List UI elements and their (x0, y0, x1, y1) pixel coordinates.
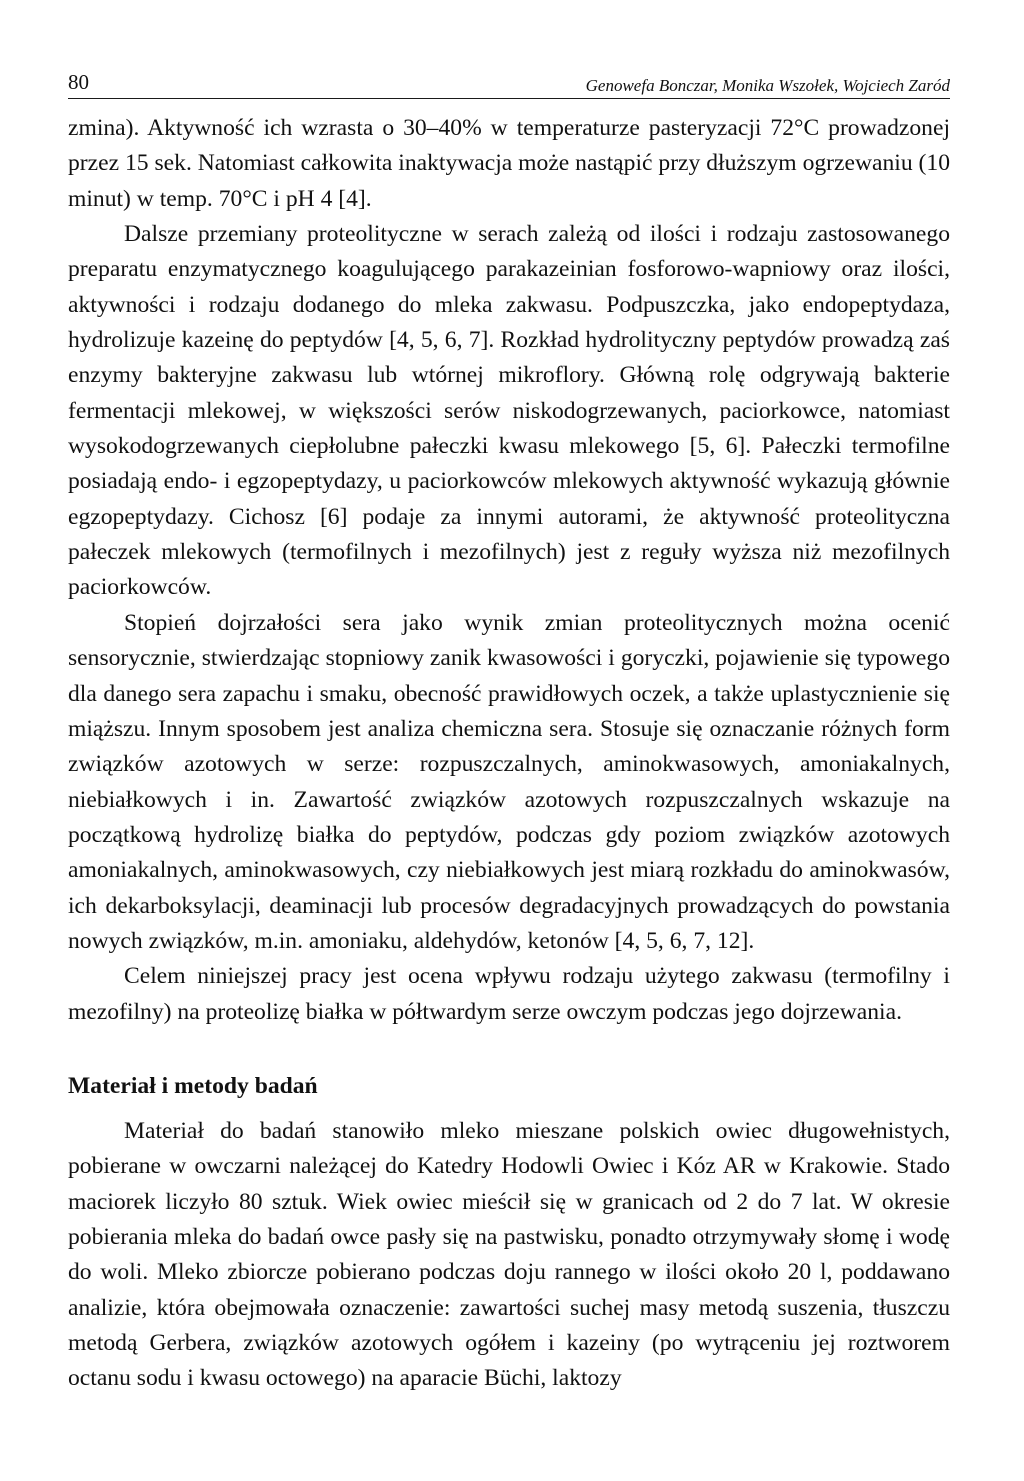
paragraph-ripening: Stopień dojrzałości sera jako wynik zmian proteolitycznych można ocenić sensorycznie, stwierdzając stopniowy zanik kwasowości i goryczki, pojawienie się typowego dla danego sera zapachu i smaku, obecność prawidłowych oczek, a także uplastycznienie się miąższu. Innym sposobem jest analiza chemiczna sera. Stosuje się oznaczanie różnych form związków azotowych w serze: rozpuszczalnych, aminokwasowych, amoniakalnych, niebiałkowych i in. Zawartość związków azotowych rozpuszczalnych wskazuje na początkową hydrolizę białka do peptydów, podczas gdy poziom związków azotowych amoniakalnych, aminokwasowych, czy niebiałkowych jest miarą rozkładu do aminokwasów, ich dekarboksylacji, deaminacji lub procesów degradacyjnych prowadzących do powstania nowych związków, m.in. amoniaku, aldehydów, ketonów [4, 5, 6, 7, 12]. (68, 609, 950, 954)
running-head (68, 68, 950, 99)
paragraph-aim: Celem niniejszej pracy jest ocena wpływu rodzaju użytego zakwasu (termofilny i mezofilny) na proteolizę białka w półtwardym serze owczym podczas jego dojrzewania. (68, 963, 950, 1025)
page (68, 68, 950, 1397)
running-head-authors: Genowefa Bonczar, Monika Wszołek, Wojciech Zaród (585, 76, 950, 95)
article-body (68, 111, 950, 1397)
page-number: 80 (68, 70, 89, 94)
paragraph-proteolysis: Dalsze przemiany proteolityczne w serach zależą od ilości i rodzaju zastosowanego preparatu enzymatycznego koagulującego parakazeinian fosforowo-wapniowy oraz ilości, aktywności i rodzaju dodanego do mleka zakwasu. Podpuszczka, jako endopeptydaza, hydrolizuje kazeinę do peptydów [4, 5, 6, 7]. Rozkład hydrolityczny peptydów prowadzą zaś enzymy bakteryjne zakwasu lub wtórnej mikroflory. Główną rolę odgrywają bakterie fermentacji mlekowej, w większości serów niskodogrzewanych, paciorkowce, natomiast wysokodogrzewanych ciepłolubne pałeczki kwasu mlekowego [5, 6]. Pałeczki termofilne posiadają endo- i egzopeptydazy, u paciorkowców mlekowych aktywność wykazują głównie egzopeptydazy. Cichosz [6] podaje za innymi autorami, że aktywność proteolityczna pałeczek mlekowych (termofilnych i mezofilnych) jest z reguły wyższa niż mezofilnych paciorkowców. (68, 221, 950, 601)
section-heading-methods: Materiał i metody badań (68, 1072, 318, 1099)
paragraph-continuation: zmina). Aktywność ich wzrasta o 30–40% w temperaturze pasteryzacji 72°C prowadzonej przez 15 sek. Natomiast całkowita inaktywacja może nastąpić przy dłuższym ogrzewaniu (10 minut) w temp. 70°C i pH 4 [4]. (68, 115, 950, 212)
paragraph-materials: Materiał do badań stanowiło mleko mieszane polskich owiec długowełnistych, pobierane w owczarni należącej do Katedry Hodowli Owiec i Kóz AR w Krakowie. Stado maciorek liczyło 80 sztuk. Wiek owiec mieścił się w granicach od 2 do 7 lat. W okresie pobierania mleka do badań owce pasły się na pastwisku, ponadto otrzymywały słomę i wodę do woli. Mleko zbiorcze pobierano podczas doju rannego w ilości około 20 l, poddawano analizie, która obejmowała oznaczenie: zawartości suchej masy metodą suszenia, tłuszczu metodą Gerbera, związków azotowych ogółem i kazeiny (po wytrąceniu jej roztworem octanu sodu i kwasu octowego) na aparacie Büchi, laktozy (68, 1117, 950, 1392)
